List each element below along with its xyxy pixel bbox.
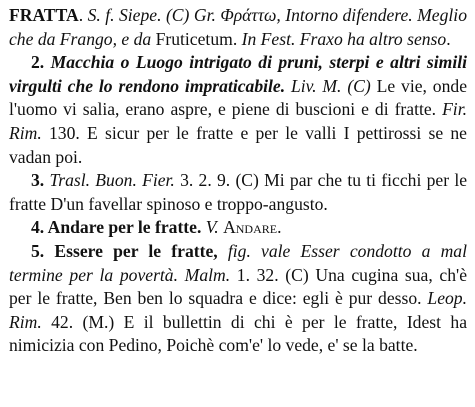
sense-source-2: Leop. Rim. (9, 288, 467, 332)
sense-definition: Essere per le fratte, (44, 240, 218, 261)
sense-quote-2: 130. E sicur per le fratte e per le valli I pettirossi se ne vadan poi. (9, 122, 467, 167)
entry-ref: Fruticetum (155, 28, 233, 49)
sep-1: . (78, 5, 88, 25)
sense-definition: Macchia o Luogo intrigato di pruni, sterpi e altri simili virgulti che lo rendono impraticabile. (9, 52, 467, 96)
entry-note: In Fest. Fraxo ha altro senso (241, 28, 447, 49)
sense-5 (9, 240, 467, 358)
sense-4 (9, 216, 467, 240)
sense-end: . (277, 217, 282, 238)
sense-number: 3. (31, 170, 45, 191)
sep-3: . (446, 28, 451, 49)
entry-definition: S. f. Siepe. (C) Gr. Φράττω, Intorno difendere. Meglio che da Frango, e da (9, 5, 467, 49)
sense-2 (9, 51, 467, 169)
sense-xref: Andare (223, 217, 278, 238)
sense-quote: 1. 32. (C) Una cugina sua, ch'è per le fratte, Ben ben lo squadra e dice: egli è pur desso. (9, 264, 468, 309)
sense-gloss: fig. vale Esser condotto a mal termine per la povertà. (9, 240, 467, 285)
sense-definition: Trasl. Buon. Fier. (44, 170, 175, 191)
sense-source: Liv. M. (C) (285, 75, 371, 96)
sense-definition: Andare per le fratte. (44, 217, 202, 238)
entry-fratta (9, 4, 467, 51)
sense-number: 2. (31, 52, 45, 73)
sep-2: . (232, 28, 242, 49)
sense-3 (9, 169, 467, 216)
sense-quote: Le vie, onde l'uomo vi salia, erano aspre, e piene di buscioni e di fratte. (9, 75, 468, 120)
sense-source-2: Fir. Rim. (9, 99, 467, 143)
sense-number: 4. (31, 217, 45, 238)
sense-quote-2: 42. (M.) E il bullettin di chi è per le fratte, Idest ha nimicizia con Pedino, Poichè com'e' lo vede, e' se la batte. (9, 311, 467, 356)
sense-number: 5. (31, 240, 45, 261)
headword: FRATTA (9, 5, 79, 25)
sense-source: Malm. (178, 264, 231, 285)
sense-quote: 3. 2. 9. (C) Mi par che tu ti ficchi per le fratte D'un favellar spinoso e troppo-angusto. (9, 170, 468, 214)
sense-see: V. (201, 217, 224, 238)
